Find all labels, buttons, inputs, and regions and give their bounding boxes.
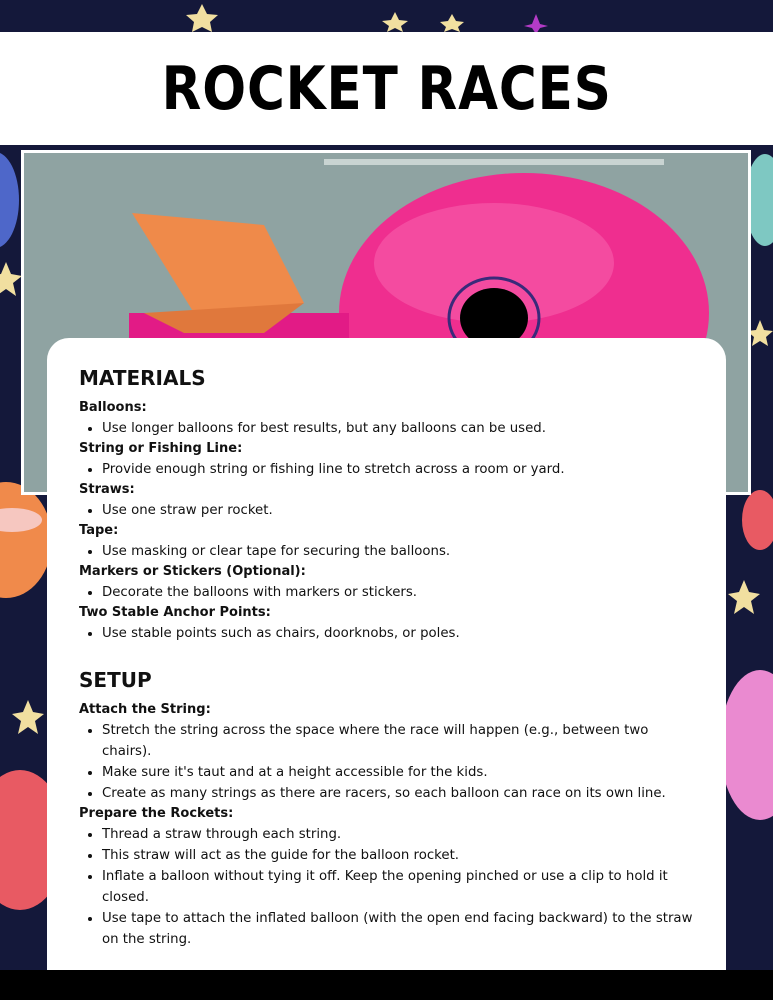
list-item: • This straw will act as the guide for the balloon rocket. (102, 845, 694, 866)
material-label: String or Fishing Line: (79, 441, 243, 456)
material-label: Tape: (79, 523, 119, 538)
list-item: • Use stable points such as chairs, doorknobs, or poles. (102, 623, 694, 644)
list-item: • Stretch the string across the space where the race will happen (e.g., between two chairs). (102, 720, 694, 762)
instructions-card (47, 338, 726, 978)
materials-list (79, 398, 694, 644)
list-item: • Thread a straw through each string. (102, 824, 694, 845)
list-item: • Use longer balloons for best results, but any balloons can be used. (102, 418, 694, 439)
bottom-bar (0, 970, 773, 1000)
setup-heading: SETUP (79, 668, 152, 692)
list-item: • Provide enough string or fishing line to stretch across a room or yard. (102, 459, 694, 480)
list-item: • Inflate a balloon without tying it off. Keep the opening pinched or use a clip to hold it closed. (102, 866, 694, 908)
setup-list (79, 700, 694, 950)
title-banner (0, 32, 773, 145)
list-item: • Make sure it's taut and at a height accessible for the kids. (102, 762, 694, 783)
setup-step-label: Attach the String: (79, 702, 211, 717)
material-label: Markers or Stickers (Optional): (79, 564, 306, 579)
material-label: Two Stable Anchor Points: (79, 605, 271, 620)
list-item: • Decorate the balloons with markers or stickers. (102, 582, 694, 603)
page-title: ROCKET RACES (161, 53, 612, 124)
list-item: • Use masking or clear tape for securing the balloons. (102, 541, 694, 562)
setup-step-label: Prepare the Rockets: (79, 806, 234, 821)
materials-heading: MATERIALS (79, 366, 206, 390)
list-item: • Use one straw per rocket. (102, 500, 694, 521)
material-label: Balloons: (79, 400, 147, 415)
list-item: • Create as many strings as there are racers, so each balloon can race on its own line. (102, 783, 694, 804)
list-item: • Use tape to attach the inflated balloon (with the open end facing backward) to the straw on the string. (102, 908, 694, 950)
material-label: Straws: (79, 482, 135, 497)
